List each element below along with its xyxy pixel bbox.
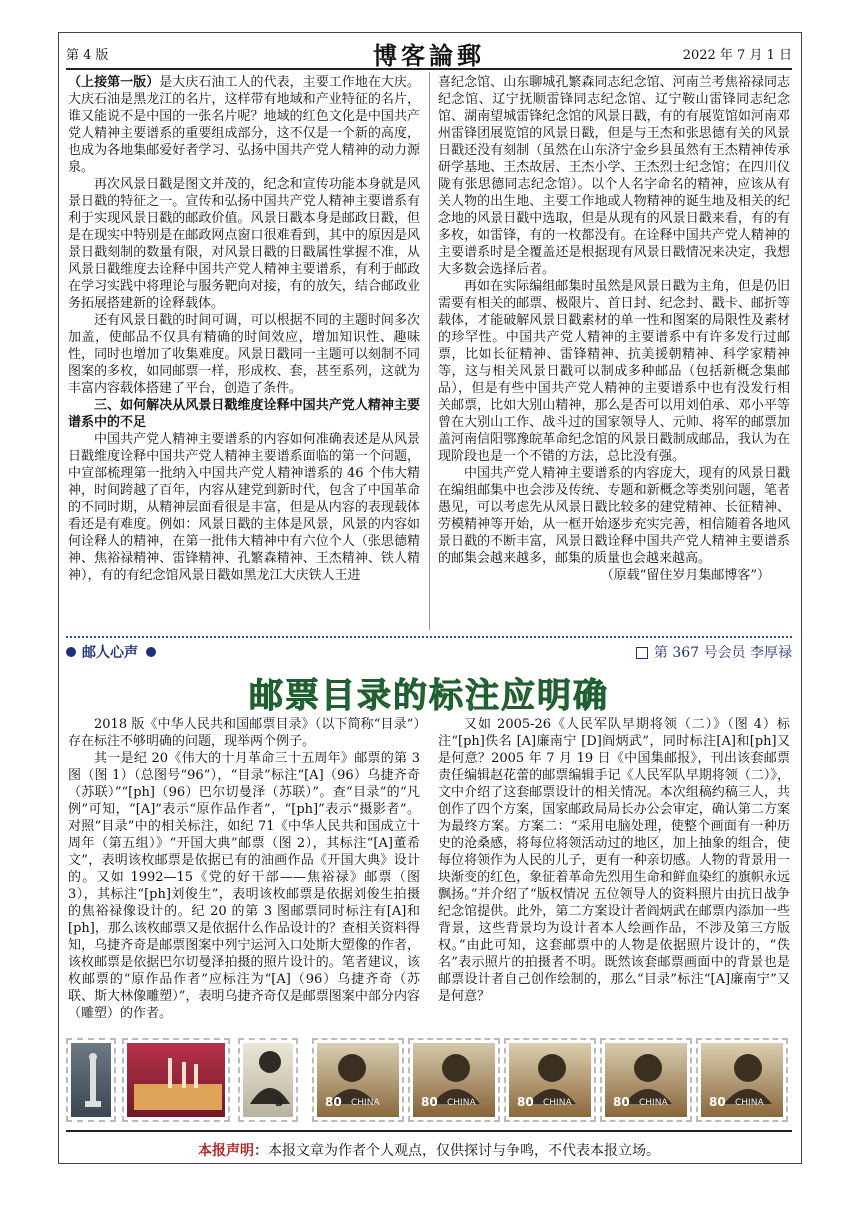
column-header (66, 642, 162, 662)
stamp-denomination: 3 (275, 1095, 284, 1109)
paragraph: 喜纪念馆、山东聊城孔繁森同志纪念馆、河南兰考焦裕禄同志纪念馆、辽宁抚顺雷锋同志纪念馆、辽宁鞍山雷锋同志纪念馆、湖南望城雷锋纪念馆的风景日戳，有的有展览馆如河南邓州雷锋团展览馆的风景日戳，但是与王杰和张思德有关的风景日戳还没有刻制（虽然在山东济宁金乡县虽然有王杰精神传承研学基地、王杰故居、王杰小学、王杰烈士纪念馆；在四川仪陇有张思德同志纪念馆）。以个人名字命名的精神，应该从有关人物的出生地、主要工作地或人物精神的诞生地及相关的纪念地的风景日戳中选取，但是从现有的风景日戳来看，有的有多枚，如雷锋，有的一枚都没有。在诠释中国共产党人精神的主要谱系时是全覆盖还是根据现有风景日戳情况来决定，我想大多数会选择后者。 (438, 75, 790, 277)
upper-article-right-column (438, 74, 790, 584)
disclaimer-label: 本报声明： (198, 1143, 268, 1159)
stamp-denomination: 80 (325, 1095, 342, 1109)
ceremony-scene-icon (128, 1044, 228, 1118)
page-header (66, 36, 792, 70)
section-heading: 三、如何解决从风景日戳维度诠释中国共产党人精神主要谱系中的不足 (68, 398, 420, 430)
lower-article-right-column (438, 716, 790, 1005)
stamp-general-portrait (696, 1038, 788, 1122)
stamp-image (605, 1043, 687, 1117)
disclaimer-text: 本报文章为作者个人观点，仅供探讨与争鸣，不代表本报立场。 (268, 1143, 660, 1159)
paragraph: 中国共产党人精神主要谱系的内容庞大，现有的风景日戳在编组邮集中也会涉及传统、专题和新概念等类别问题，笔者愚见，可以考虑先从风景日戳比较多的建党精神、长征精神、劳模精神等开始，从一框开始逐步充实完善，相信随着各地风景日戳的不断丰富，风景日戳诠释中国共产党人精神主要谱系的邮集会越来越多，邮集的质量也会越来越高。 (438, 466, 790, 566)
stamp-image (127, 1043, 225, 1117)
masthead: 博客論郵 (373, 41, 485, 70)
stamp-denomination: 80 (421, 1095, 438, 1109)
column-name: 邮人心声 (82, 645, 138, 661)
paragraph: 又如 2005-26《人民军队早期将领（二）》（图 4）标注“[ph]佚名 [A]廉南宁 [D]阎炳武”，同时标注[A]和[ph]又是何意？2005 年 7 月 19 日《中国集邮报》，刊出该套邮票责任编辑赵花蕾的邮票编辑手记《人民军队早期将领（二）》，文中介绍了这套邮票设计的相关情况。本次组稿约稿三人，共创作了四个方案，国家邮政局局长办公会审定，确认第二方案为最终方案。方案二：“采用电脑处理，使整个画面有一种历史的沧桑感，将每位将领活动过的地区，加上抽象的组合，使每位将领作为人民的儿子，更有一种亲切感。人物的背景用一块渐变的红色，象征着革命先烈用生命和鲜血染红的旗帜永远飘扬。”并介绍了“版权情况 五位领导人的资料照片由抗日战争纪念馆提供。此外，第二方案设计者阎炳武在邮票内添加一些背景，这些背景均为设计者本人绘画作品，不涉及第三方版权。”由此可知，这套邮票中的人物是依据照片设计的，“佚名”表示照片的拍摄者不明。既然该套邮票画面中的背景也是邮票设计者自己创作绘制的，那么“目录”标注“[A]廉南宁”又是何意？ (438, 717, 790, 1004)
source-note: （原载“留住岁月集邮博客”） (600, 568, 770, 583)
header-rule (66, 68, 792, 70)
stamp-image (701, 1043, 783, 1117)
footer-rule (66, 1130, 792, 1132)
stamp-denomination: 80 (709, 1095, 726, 1109)
paragraph: 其一是纪 20《伟大的十月革命三十五周年》邮票的第 3 图（图 1）（总图号“96”），“目录”标注“[A]（96）乌捷齐奇（苏联）”“[ph]（96）巴尔切曼泽（苏联）”。查“目录”的“凡例”可知，“[A]”表示“原作品作者”，“[ph]”表示“摄影者”。对照“目录”中的相关标注，如纪 71《中华人民共和国成立十周年（第五组）》“开国大典”邮票（图 2），其标注“[A]董希文”，表明该枚邮票是依据已有的油画作品《开国大典》设计的。又如 1992—15《党的好干部——焦裕禄》邮票（图 3），其标注“[ph]刘俊生”，表明该枚邮票是依据刘俊生拍摄的焦裕禄像设计的。纪 20 的第 3 图邮票同时标注有[A]和[ph]，那么该枚邮票又是依据什么作品设计的？查相关资料得知，乌捷齐奇是邮票图案中列宁运河入口处斯大塑像的作者，该枚邮票是依据巴尔切曼泽拍摄的照片设计的。笔者建议，该枚邮票的“原作品作者”应标注为“[A]（96）乌捷齐奇（苏联、斯大林像雕塑）”，表明乌捷齐奇仅是邮票图案中部分内容（雕塑）的作者。 (68, 751, 420, 1021)
stamp-country: CHINA (447, 1098, 476, 1108)
stamp-denomination: 80 (613, 1095, 630, 1109)
stamp-canal-monument (66, 1038, 116, 1122)
continued-from-label: （上接第一版） (68, 75, 160, 90)
stamp-general-portrait (408, 1038, 500, 1122)
stamp-general-portrait (312, 1038, 404, 1122)
issue-date: 2022 年 7 月 1 日 (682, 48, 792, 63)
stamp-country: CHINA (735, 1098, 764, 1108)
lower-article-left-column (68, 716, 420, 1022)
author-name: 第 367 号会员 李厚禄 (653, 645, 792, 661)
checkbox-square-icon (636, 647, 648, 659)
upper-article-left-column (68, 74, 420, 584)
paragraph-text: 是大庆石油工人的代表，主要工作地在大庆。大庆石油是黑龙江的名片，这样带有地域和产业特征的名片，谁又能说不是中国的一张名片呢？地域的红色文化是中国共产党人精神主要谱系的重要组成部分，这不仅是一个新的高度，也成为各地集邮爱好者学习、弘扬中国共产党人精神的动力源泉。 (68, 75, 420, 175)
stamp-image (413, 1043, 495, 1117)
disclaimer (66, 1140, 792, 1160)
author-byline (636, 642, 792, 662)
monument-icon (73, 1045, 113, 1119)
paragraph (68, 74, 420, 176)
stamp-country: CHINA (543, 1098, 572, 1108)
portrait-icon (244, 1044, 296, 1104)
stamp-jiao-yulu-portrait (238, 1038, 298, 1122)
section-divider (66, 636, 792, 638)
stamp-image (71, 1043, 111, 1117)
paragraph: 中国共产党人精神主要谱系的内容如何准确表述是从风景日戳维度诠释中国共产党人精神主要谱系面临的第一个问题，中宣部梳理第一批纳入中国共产党人精神谱系的 46 个伟大精神，时间跨越了百年，内容从建党到新时代，包含了中国革命的不同时期，从精神层面看很是丰富，但是从内容的表现载体看还是有难度。例如：风景日戳的主体是风景，风景的内容如何诠释人的精神，在第一批伟大精神中有六位个人（张思德精神、焦裕禄精神、雷锋精神、孔繁森精神、王杰精神、铁人精神），有的有纪念馆风景日戳如黑龙江大庆铁人王进 (68, 432, 420, 583)
stamp-founding-ceremony (122, 1038, 230, 1122)
paragraph: 再次风景日戳是图文并茂的，纪念和宣传功能本身就是风景日戳的特征之一。宣传和弘扬中国共产党人精神主要谱系有利于实现风景日戳的邮政价值。风景日戳本身是邮政日戳，但是在现实中特别是在邮政网点窗口很难看到，其中的原因是风景日戳刻制的数量有限，对风景日戳的日戳属性掌握不准，从风景日戳维度去诠释中国共产党人精神主要谱系，有利于邮政在学习实践中将理论与服务靶向对接，有的放矢，结合邮政业务拓展搭建新的诠释载体。 (68, 177, 420, 311)
paragraph: 2018 版《中华人民共和国邮票目录》（以下简称“目录”）存在标注不够明确的问题，现举两个例子。 (68, 717, 420, 749)
bullet-icon (66, 647, 76, 657)
stamp-country: CHINA (351, 1098, 380, 1108)
stamp-general-portrait (600, 1038, 692, 1122)
stamp-denomination: 80 (517, 1095, 534, 1109)
stamp-illustrations (66, 1038, 792, 1126)
article-headline: 邮票目录的标注应明确 (249, 676, 609, 716)
column-divider (429, 72, 430, 630)
page-number: 第 4 版 (66, 48, 109, 63)
bullet-icon (146, 647, 156, 657)
stamp-image (317, 1043, 399, 1117)
paragraph: 还有风景日戳的时间可调，可以根据不同的主题时间多次加盖，使邮品不仅具有精确的时间效应，增加知识性、趣味性，同时也增加了收集难度。风景日戳同一主题可以刻制不同图案的多枚，如同邮票一样，形成枚、套，甚至系列，这就为丰富内容载体搭建了平台，创造了条件。 (68, 313, 420, 396)
stamp-image (509, 1043, 591, 1117)
stamp-image (243, 1043, 293, 1117)
stamp-country: CHINA (639, 1098, 668, 1108)
paragraph: 再如在实际编组邮集时虽然是风景日戳为主角，但是仍旧需要有相关的邮票、极限片、首日封、纪念封、戳卡、邮折等载体，才能破解风景日戳素材的单一性和图案的局限性及素材的珍罕性。中国共产党人精神的主要谱系中有许多发行过邮票，比如长征精神、雷锋精神、抗美援朝精神、科学家精神等，这与相关风景日戳可以制成多种邮品（包括新概念集邮品），但是有些中国共产党人精神的主要谱系中也有没发行相关邮票，比如大别山精神，那么是否可以用刘伯承、邓小平等曾在大别山工作、战斗过的国家领导人、元帅、将军的邮票加盖河南信阳鄂豫皖革命纪念馆的风景日戳制成邮品，我认为在现阶段也是一个不错的方法，总比没有强。 (438, 279, 790, 464)
stamp-general-portrait (504, 1038, 596, 1122)
